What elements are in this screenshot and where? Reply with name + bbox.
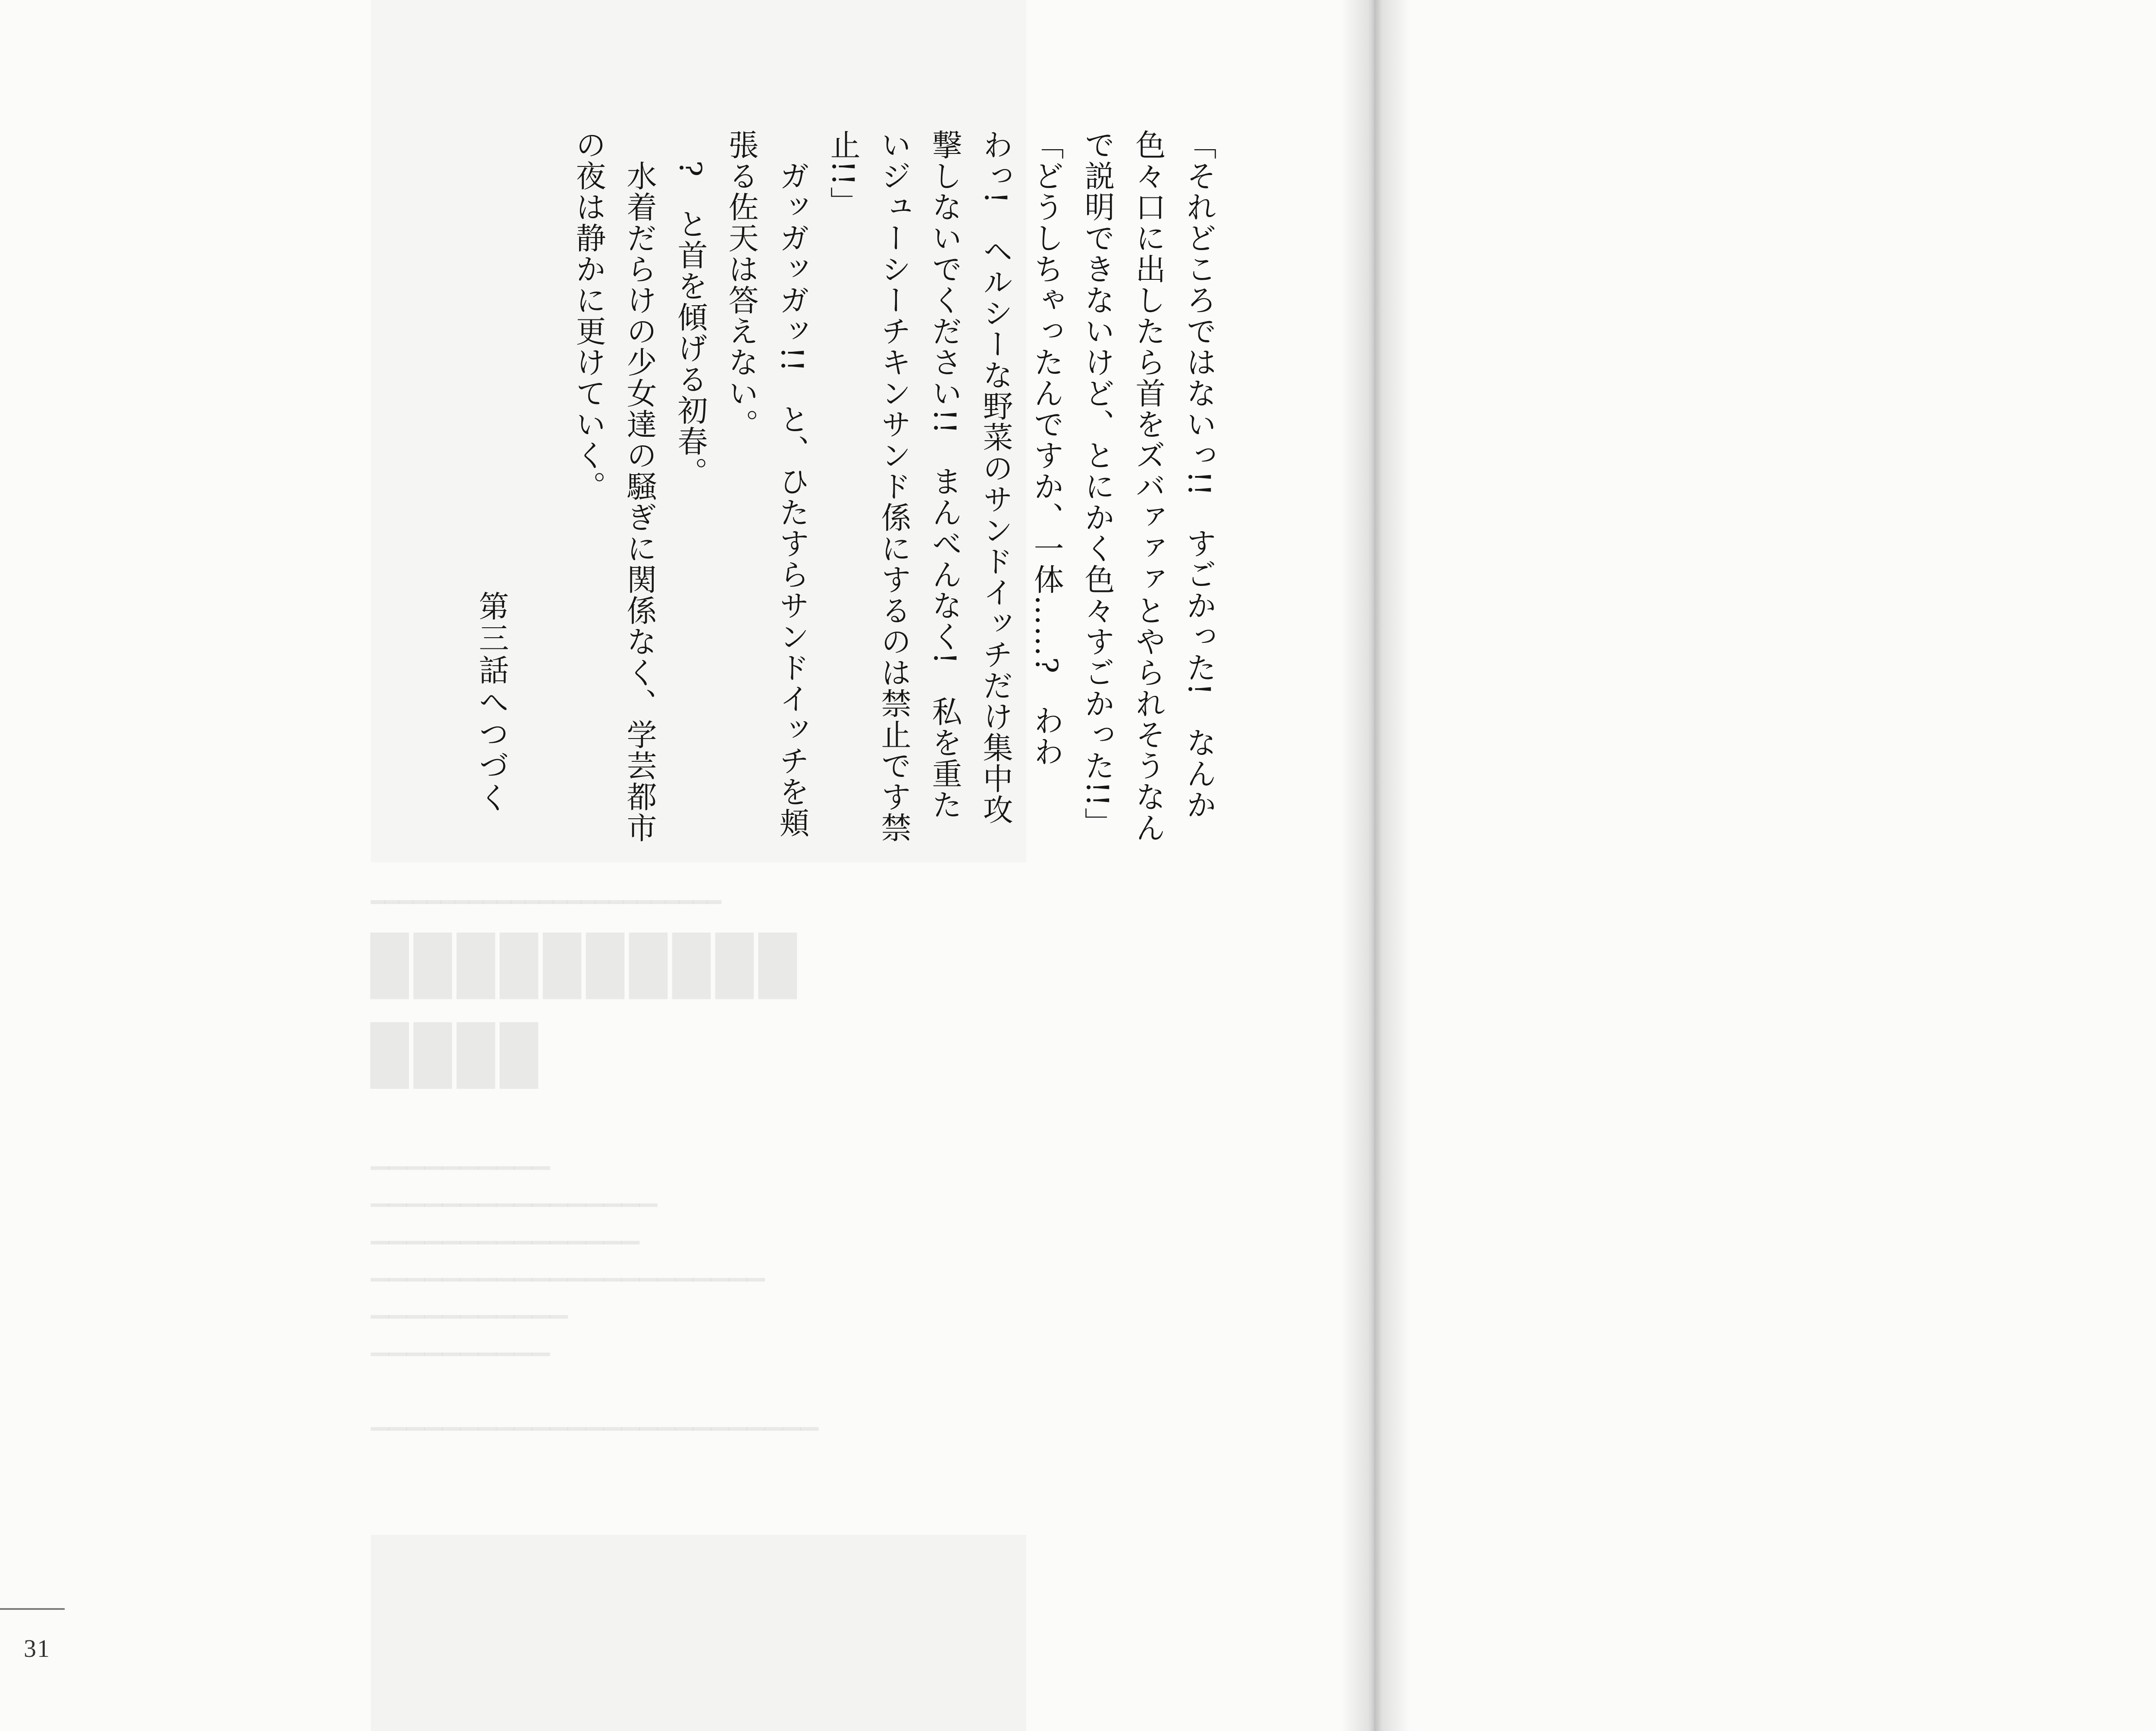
text-line: 「どうしちゃったんですか、一体……? わわ xyxy=(1029,129,1064,767)
text-line: ? と首を傾げる初春。 xyxy=(673,129,708,488)
text-line: の夜は静かに更けていく。 xyxy=(571,129,606,502)
text-line: わっ! ヘルシーな野菜のサンドイッチだけ集中攻 xyxy=(978,129,1013,826)
text-line: いジューシーチキンサンド係にするのは禁止です禁 xyxy=(876,129,912,843)
left-page-text xyxy=(543,129,1225,862)
page-edge-rule xyxy=(0,1608,65,1610)
show-through-text: ━━━━━━━━━━━━━━━━━━━━━━━━━ ▉▉▉▉▉▉▉▉▉▉ ▉▉▉▉ ▁▁▁▁▁▁▁▁▁▁ ▁▁▁▁▁▁▁▁▁▁▁▁▁▁▁▁ ▁▁▁▁▁▁▁▁▁▁▁▁▁▁▁ ▁▁▁▁▁▁▁▁▁▁▁▁▁▁▁▁▁▁▁▁▁▁ ▁▁▁▁▁▁▁▁▁▁▁ ▁▁▁▁▁▁▁▁▁▁ ▁▁▁▁▁▁▁▁▁▁▁▁▁▁▁▁▁▁▁▁▁▁▁▁▁ xyxy=(371,889,819,1431)
text-line: 水着だらけの少女達の騒ぎに関係なく、学芸都市 xyxy=(622,129,657,843)
right-page xyxy=(1375,0,2156,1731)
chapter-continuation-note: 第三話へつづく xyxy=(474,591,509,814)
show-through-shade xyxy=(371,1535,1026,1731)
page-number-left: 31 xyxy=(24,1634,50,1662)
text-line: ガッガッガッ!! と、ひたすらサンドイッチを頬 xyxy=(774,129,810,839)
text-line: 撃しないでください!! まんべんなく! 私を重た xyxy=(927,129,962,820)
text-line: 止!!」 xyxy=(825,129,861,218)
text-line: で説明できないけど、とにかく色々すごかった!!」 xyxy=(1080,129,1115,839)
book-gutter-shadow xyxy=(1341,0,1410,1731)
text-line: 「それどころではないっ!! すごかった! なんか xyxy=(1181,129,1217,820)
text-line: 張る佐天は答えない。 xyxy=(724,129,759,440)
text-line: 色々口に出したら首をズバァァァとやられそうなん xyxy=(1131,129,1166,843)
